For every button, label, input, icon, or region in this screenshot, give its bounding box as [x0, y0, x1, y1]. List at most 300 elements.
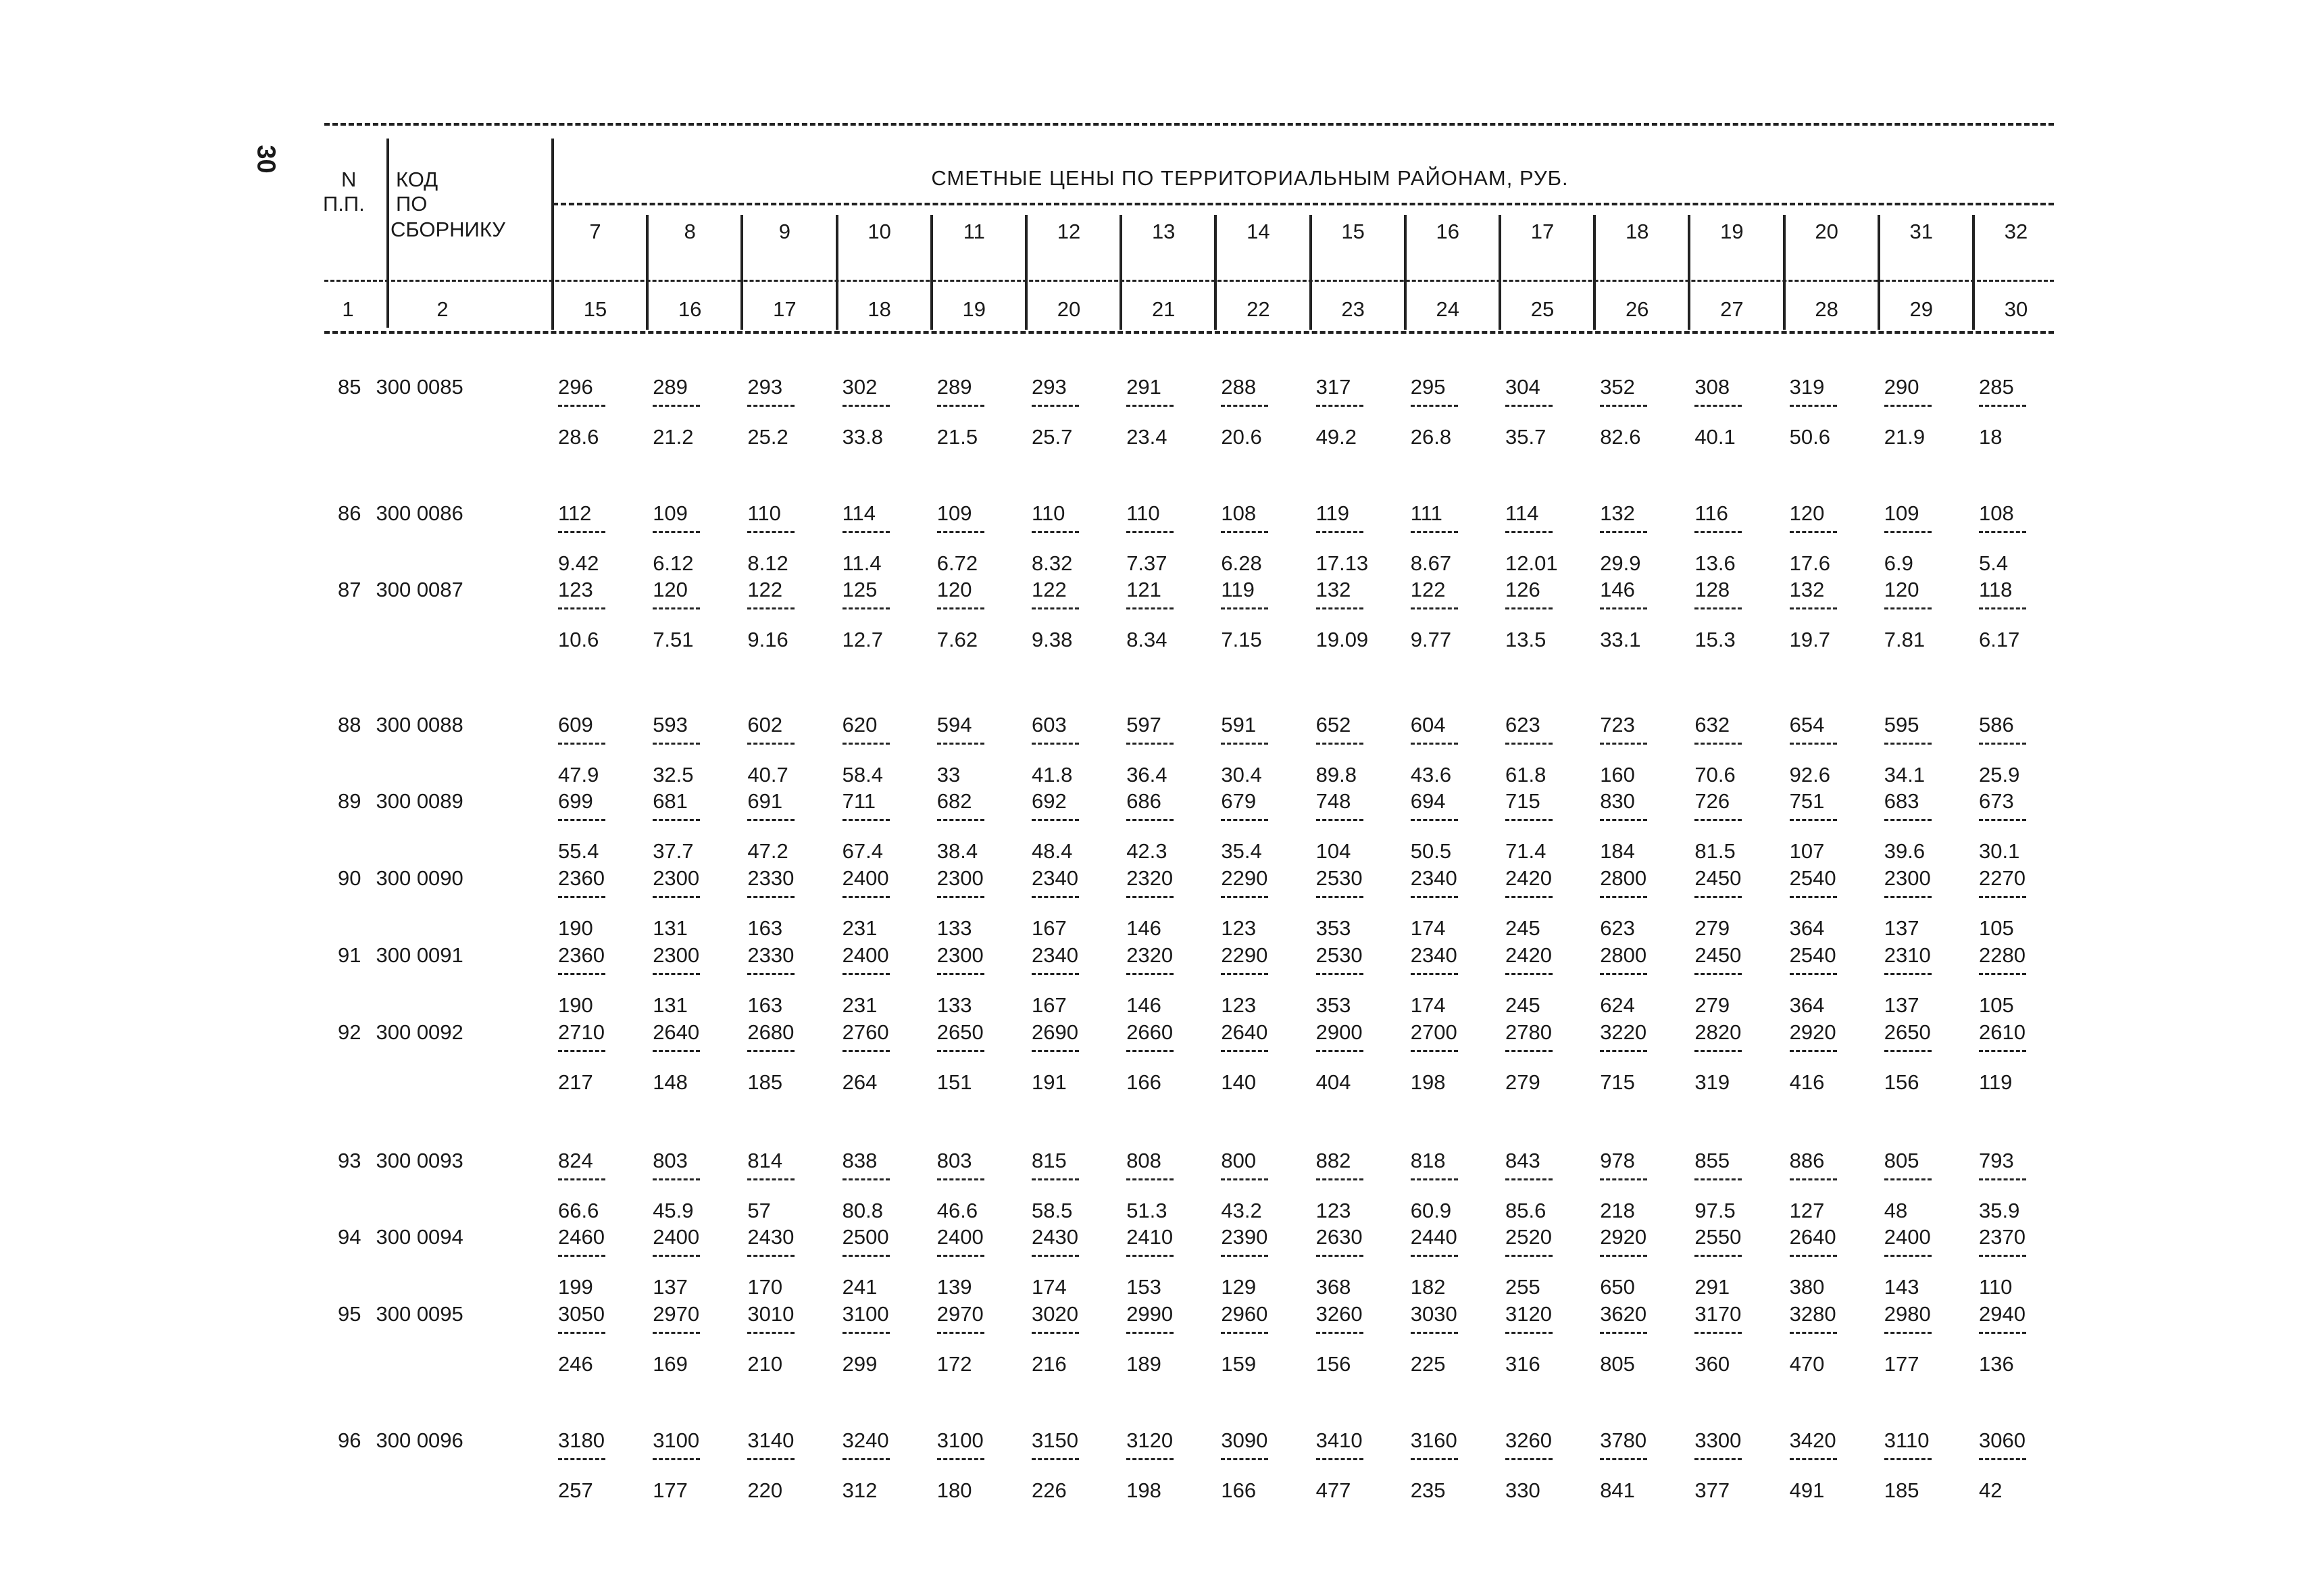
- fraction-line: [558, 743, 605, 745]
- price-top: 978: [1600, 1149, 1635, 1172]
- price-bottom: 264: [842, 1070, 878, 1094]
- row-number: 86: [338, 501, 361, 525]
- price-bottom: 7.62: [936, 628, 978, 651]
- district-header-15: 15: [1341, 220, 1365, 243]
- fraction-line: [1979, 1255, 2026, 1257]
- price-bottom: 190: [558, 916, 593, 940]
- price-top: 289: [936, 375, 972, 399]
- price-top: 3280: [1789, 1302, 1836, 1326]
- fraction-line: [1411, 1458, 1458, 1460]
- price-bottom: 28.6: [558, 425, 599, 449]
- price-top: 3050: [558, 1302, 605, 1326]
- fraction-line: [1032, 1178, 1079, 1180]
- price-bottom: 279: [1694, 993, 1730, 1017]
- price-bottom: 129: [1221, 1275, 1257, 1299]
- price-bottom: 35.9: [1979, 1199, 2020, 1222]
- price-top: 119: [1315, 501, 1350, 525]
- price-top: 751: [1789, 789, 1825, 813]
- fraction-line: [1316, 1050, 1363, 1052]
- price-top: 288: [1221, 375, 1257, 399]
- price-bottom: 9.77: [1410, 628, 1452, 651]
- price-bottom: 38.4: [936, 839, 978, 863]
- price-bottom: 11.4: [842, 551, 882, 575]
- price-top: 116: [1694, 501, 1728, 525]
- price-top: 595: [1884, 713, 1919, 737]
- fraction-line: [1884, 1255, 1932, 1257]
- fraction-line: [747, 1332, 795, 1334]
- column-number-19: 19: [962, 297, 986, 321]
- price-top: 121: [1126, 578, 1161, 601]
- price-bottom: 110: [1979, 1275, 2013, 1299]
- price-bottom: 9.42: [558, 551, 599, 575]
- price-top: 2640: [1221, 1020, 1268, 1044]
- header-pp-label: П.П.: [323, 192, 365, 216]
- price-bottom: 43.6: [1410, 763, 1452, 787]
- fraction-line: [1316, 1458, 1363, 1460]
- price-bottom: 104: [1315, 839, 1351, 863]
- fraction-line: [1505, 896, 1553, 898]
- district-header-9: 9: [778, 220, 791, 243]
- fraction-line: [1600, 973, 1647, 975]
- price-top: 723: [1600, 713, 1635, 737]
- column-number-22: 22: [1247, 297, 1270, 321]
- fraction-line: [558, 607, 605, 609]
- price-bottom: 185: [747, 1070, 783, 1094]
- row-label: [338, 1149, 540, 1173]
- price-bottom: 160: [1600, 763, 1635, 787]
- fraction-line: [937, 1332, 984, 1334]
- fraction-line: [1694, 1458, 1742, 1460]
- row-code: 300 0091: [376, 943, 463, 967]
- price-bottom: 131: [653, 916, 688, 940]
- price-bottom: 624: [1600, 993, 1635, 1017]
- row-number: 95: [338, 1302, 361, 1326]
- price-top: 3060: [1979, 1428, 2026, 1452]
- price-top: 295: [1410, 375, 1446, 399]
- price-top: 2300: [936, 866, 984, 890]
- price-top: 2610: [1979, 1020, 2026, 1044]
- fraction-line: [1221, 1458, 1268, 1460]
- fraction-line: [558, 405, 605, 407]
- price-bottom: 7.51: [653, 628, 694, 651]
- price-top: 109: [936, 501, 972, 525]
- price-bottom: 127: [1789, 1199, 1825, 1222]
- fraction-line: [842, 1255, 890, 1257]
- fraction-line: [937, 1458, 984, 1460]
- price-top: 2340: [1032, 866, 1078, 890]
- fraction-line: [842, 1178, 890, 1180]
- fraction-line: [842, 405, 890, 407]
- fraction-line: [1884, 405, 1932, 407]
- price-top: 2290: [1221, 866, 1268, 890]
- price-bottom: 623: [1600, 916, 1635, 940]
- fraction-line: [1316, 896, 1363, 898]
- price-bottom: 166: [1221, 1478, 1257, 1502]
- price-bottom: 241: [842, 1275, 878, 1299]
- price-bottom: 13.6: [1694, 551, 1736, 575]
- row-label: [338, 943, 540, 968]
- price-top: 3300: [1694, 1428, 1742, 1452]
- price-bottom: 15.3: [1694, 628, 1736, 651]
- price-bottom: 6.72: [936, 551, 978, 575]
- fraction-line: [1032, 819, 1079, 821]
- fraction-line: [1694, 405, 1742, 407]
- price-top: 2450: [1694, 866, 1742, 890]
- fraction-line: [1600, 531, 1647, 533]
- price-top: 2310: [1884, 943, 1931, 967]
- fraction-line: [1884, 1050, 1932, 1052]
- price-bottom: 80.8: [842, 1199, 883, 1222]
- fraction-line: [1032, 531, 1079, 533]
- price-bottom: 13.5: [1505, 628, 1546, 651]
- fraction-line: [842, 896, 890, 898]
- price-bottom: 51.3: [1126, 1199, 1167, 1222]
- price-bottom: 8.32: [1032, 551, 1073, 575]
- price-top: 686: [1126, 789, 1161, 813]
- price-top: 308: [1694, 375, 1730, 399]
- price-top: 2650: [936, 1020, 984, 1044]
- price-bottom: 46.6: [936, 1199, 978, 1222]
- fraction-line: [653, 405, 700, 407]
- price-bottom: 37.7: [653, 839, 694, 863]
- price-top: 2430: [1032, 1225, 1078, 1249]
- price-top: 2530: [1315, 943, 1363, 967]
- price-top: 586: [1979, 713, 2014, 737]
- district-header-18: 18: [1625, 220, 1649, 243]
- price-top: 3780: [1600, 1428, 1647, 1452]
- price-bottom: 180: [936, 1478, 972, 1502]
- price-bottom: 218: [1600, 1199, 1635, 1222]
- fraction-line: [937, 1050, 984, 1052]
- fraction-line: [1979, 531, 2026, 533]
- fraction-line: [1979, 896, 2026, 898]
- price-bottom: 9.38: [1032, 628, 1073, 651]
- fraction-line: [1979, 405, 2026, 407]
- price-bottom: 10.6: [558, 628, 599, 651]
- price-top: 2320: [1126, 943, 1174, 967]
- price-top: 109: [1884, 501, 1919, 525]
- fraction-line: [1694, 1332, 1742, 1334]
- district-col-divider: [646, 215, 649, 330]
- price-bottom: 48: [1884, 1199, 1908, 1222]
- price-bottom: 177: [1884, 1352, 1919, 1376]
- price-top: 3420: [1789, 1428, 1836, 1452]
- price-top: 2460: [558, 1225, 605, 1249]
- fraction-line: [1032, 1050, 1079, 1052]
- price-top: 855: [1694, 1149, 1730, 1172]
- price-top: 3120: [1126, 1428, 1174, 1452]
- fraction-line: [558, 819, 605, 821]
- fraction-line: [1221, 405, 1268, 407]
- fraction-line: [1411, 819, 1458, 821]
- price-bottom: 8.12: [747, 551, 788, 575]
- fraction-line: [1884, 1332, 1932, 1334]
- price-top: 3170: [1694, 1302, 1742, 1326]
- price-bottom: 231: [842, 993, 878, 1017]
- price-top: 304: [1505, 375, 1540, 399]
- fraction-line: [1221, 1178, 1268, 1180]
- district-col-divider: [1783, 215, 1786, 330]
- page-number: 30: [251, 145, 280, 174]
- price-top: 146: [1600, 578, 1635, 601]
- price-bottom: 715: [1600, 1070, 1635, 1094]
- district-header-10: 10: [867, 220, 891, 243]
- price-bottom: 35.7: [1505, 425, 1546, 449]
- price-top: 2630: [1315, 1225, 1363, 1249]
- price-top: 3160: [1410, 1428, 1457, 1452]
- price-top: 3100: [936, 1428, 984, 1452]
- district-col-divider: [1309, 215, 1312, 330]
- price-top: 3180: [558, 1428, 605, 1452]
- fraction-line: [937, 743, 984, 745]
- price-top: 2500: [842, 1225, 889, 1249]
- price-bottom: 25.2: [747, 425, 788, 449]
- district-header-11: 11: [963, 220, 985, 243]
- fraction-line: [842, 607, 890, 609]
- fraction-line: [1979, 1332, 2026, 1334]
- price-bottom: 143: [1884, 1275, 1919, 1299]
- district-col-divider: [1025, 215, 1028, 330]
- price-bottom: 123: [1221, 993, 1257, 1017]
- price-bottom: 34.1: [1884, 763, 1926, 787]
- price-bottom: 61.8: [1505, 763, 1546, 787]
- price-bottom: 33.8: [842, 425, 883, 449]
- row-code: 300 0087: [376, 578, 463, 601]
- price-bottom: 29.9: [1600, 551, 1641, 575]
- price-bottom: 312: [842, 1478, 878, 1502]
- price-top: 2300: [1884, 866, 1931, 890]
- price-bottom: 25.9: [1979, 763, 2020, 787]
- price-top: 2760: [842, 1020, 889, 1044]
- price-top: 793: [1979, 1149, 2014, 1172]
- fraction-line: [1411, 1178, 1458, 1180]
- price-top: 2940: [1979, 1302, 2026, 1326]
- fraction-line: [1979, 973, 2026, 975]
- price-top: 609: [558, 713, 593, 737]
- row-number: 88: [338, 713, 361, 737]
- price-top: 711: [842, 789, 876, 813]
- fraction-line: [1411, 743, 1458, 745]
- fraction-line: [747, 896, 795, 898]
- fraction-line: [1600, 1332, 1647, 1334]
- price-top: 2970: [653, 1302, 700, 1326]
- district-header-19: 19: [1720, 220, 1744, 243]
- fraction-line: [842, 1332, 890, 1334]
- row-label: [338, 1302, 540, 1326]
- header-rule-mid: [553, 203, 2054, 205]
- fraction-line: [1032, 1332, 1079, 1334]
- fraction-line: [1979, 1178, 2026, 1180]
- fraction-line: [1790, 405, 1837, 407]
- price-bottom: 177: [653, 1478, 688, 1502]
- column-number-16: 16: [678, 297, 702, 321]
- price-top: 2330: [747, 866, 795, 890]
- row-number: 94: [338, 1225, 361, 1249]
- price-top: 291: [1126, 375, 1161, 399]
- price-top: 3010: [747, 1302, 795, 1326]
- price-top: 118: [1979, 578, 2013, 601]
- fraction-line: [558, 1255, 605, 1257]
- price-bottom: 146: [1126, 916, 1161, 940]
- fraction-line: [1032, 1255, 1079, 1257]
- price-top: 125: [842, 578, 878, 601]
- district-header-8: 8: [684, 220, 696, 243]
- price-top: 2970: [936, 1302, 984, 1326]
- price-top: 654: [1789, 713, 1825, 737]
- price-top: 2550: [1694, 1225, 1742, 1249]
- price-bottom: 49.2: [1315, 425, 1357, 449]
- column-number-25: 25: [1530, 297, 1555, 321]
- column-number-18: 18: [867, 297, 891, 321]
- fraction-line: [1126, 405, 1174, 407]
- price-top: 3220: [1600, 1020, 1647, 1044]
- price-bottom: 105: [1979, 993, 2014, 1017]
- fraction-line: [653, 1332, 700, 1334]
- price-bottom: 6.28: [1221, 551, 1262, 575]
- price-bottom: 163: [747, 916, 783, 940]
- price-top: 815: [1032, 1149, 1067, 1172]
- price-bottom: 123: [1315, 1199, 1351, 1222]
- fraction-line: [653, 1458, 700, 1460]
- column-number-17: 17: [773, 297, 797, 321]
- row-label: [338, 1020, 540, 1045]
- row-number: 89: [338, 789, 361, 813]
- fraction-line: [747, 1050, 795, 1052]
- price-bottom: 330: [1505, 1478, 1540, 1502]
- price-bottom: 245: [1505, 993, 1540, 1017]
- price-bottom: 6.9: [1884, 551, 1913, 575]
- price-bottom: 191: [1032, 1070, 1067, 1094]
- price-bottom: 319: [1694, 1070, 1730, 1094]
- price-top: 2330: [747, 943, 795, 967]
- fraction-line: [558, 1178, 605, 1180]
- fraction-line: [1316, 1255, 1363, 1257]
- price-bottom: 404: [1315, 1070, 1351, 1094]
- price-top: 3020: [1032, 1302, 1078, 1326]
- price-bottom: 41.8: [1032, 763, 1073, 787]
- row-code: 300 0090: [376, 866, 463, 890]
- price-top: 886: [1789, 1149, 1825, 1172]
- fraction-line: [653, 1178, 700, 1180]
- price-top: 120: [653, 578, 688, 601]
- fraction-line: [1694, 896, 1742, 898]
- price-bottom: 47.2: [747, 839, 788, 863]
- fraction-line: [1505, 1178, 1553, 1180]
- fraction-line: [1316, 819, 1363, 821]
- fraction-line: [1979, 607, 2026, 609]
- price-bottom: 47.9: [558, 763, 599, 787]
- price-bottom: 163: [747, 993, 783, 1017]
- price-top: 122: [1410, 578, 1446, 601]
- fraction-line: [1126, 973, 1174, 975]
- price-bottom: 650: [1600, 1275, 1635, 1299]
- fraction-line: [1790, 973, 1837, 975]
- fraction-line: [1790, 531, 1837, 533]
- fraction-line: [1884, 743, 1932, 745]
- price-bottom: 353: [1315, 916, 1351, 940]
- fraction-line: [1221, 896, 1268, 898]
- price-top: 2400: [936, 1225, 984, 1249]
- price-bottom: 246: [558, 1352, 593, 1376]
- fraction-line: [1316, 1332, 1363, 1334]
- fraction-line: [558, 1332, 605, 1334]
- price-top: 683: [1884, 789, 1919, 813]
- price-bottom: 55.4: [558, 839, 599, 863]
- fraction-line: [937, 1178, 984, 1180]
- column-number-2: 2: [436, 297, 449, 321]
- price-top: 302: [842, 375, 878, 399]
- price-bottom: 159: [1221, 1352, 1257, 1376]
- row-code: 300 0086: [376, 501, 463, 525]
- price-top: 296: [558, 375, 593, 399]
- price-top: 673: [1979, 789, 2014, 813]
- price-top: 122: [1032, 578, 1067, 601]
- price-top: 694: [1410, 789, 1446, 813]
- price-bottom: 198: [1410, 1070, 1446, 1094]
- price-top: 843: [1505, 1149, 1540, 1172]
- column-number-28: 28: [1815, 297, 1838, 321]
- price-top: 2820: [1694, 1020, 1742, 1044]
- fraction-line: [1221, 1255, 1268, 1257]
- price-bottom: 184: [1600, 839, 1635, 863]
- price-top: 319: [1789, 375, 1825, 399]
- price-bottom: 58.4: [842, 763, 883, 787]
- table-title: СМЕТНЫЕ ЦЕНЫ ПО ТЕРРИТОРИАЛЬНЫМ РАЙОНАМ, РУБ.: [931, 166, 1569, 190]
- fraction-line: [1032, 973, 1079, 975]
- fraction-line: [1411, 405, 1458, 407]
- header-rule-bottom: [324, 331, 2054, 334]
- district-col-divider: [1120, 215, 1122, 330]
- price-top: 111: [1410, 501, 1442, 525]
- price-top: 818: [1410, 1149, 1446, 1172]
- row-number: 93: [338, 1149, 361, 1172]
- price-top: 623: [1505, 713, 1540, 737]
- price-top: 593: [653, 713, 688, 737]
- fraction-line: [747, 531, 795, 533]
- fraction-line: [1600, 1255, 1647, 1257]
- price-bottom: 123: [1221, 916, 1257, 940]
- row-label: [338, 1225, 540, 1249]
- price-bottom: 82.6: [1600, 425, 1641, 449]
- fraction-line: [1600, 743, 1647, 745]
- price-bottom: 153: [1126, 1275, 1161, 1299]
- fraction-line: [1884, 819, 1932, 821]
- price-bottom: 50.6: [1789, 425, 1830, 449]
- price-bottom: 225: [1410, 1352, 1446, 1376]
- price-top: 132: [1315, 578, 1351, 601]
- fraction-line: [1979, 743, 2026, 745]
- fraction-line: [1505, 531, 1553, 533]
- price-bottom: 42.3: [1126, 839, 1167, 863]
- fraction-line: [1505, 1255, 1553, 1257]
- fraction-line: [747, 1458, 795, 1460]
- price-top: 114: [1505, 501, 1539, 525]
- price-bottom: 167: [1032, 993, 1067, 1017]
- fraction-line: [1032, 607, 1079, 609]
- fraction-line: [1411, 607, 1458, 609]
- price-bottom: 7.81: [1884, 628, 1926, 651]
- fraction-line: [1884, 1458, 1932, 1460]
- price-bottom: 137: [653, 1275, 688, 1299]
- price-bottom: 40.1: [1694, 425, 1736, 449]
- fraction-line: [747, 405, 795, 407]
- fraction-line: [1316, 973, 1363, 975]
- price-top: 2680: [747, 1020, 795, 1044]
- price-top: 128: [1694, 578, 1730, 601]
- price-top: 2360: [558, 866, 605, 890]
- price-bottom: 353: [1315, 993, 1351, 1017]
- price-bottom: 7.37: [1126, 551, 1167, 575]
